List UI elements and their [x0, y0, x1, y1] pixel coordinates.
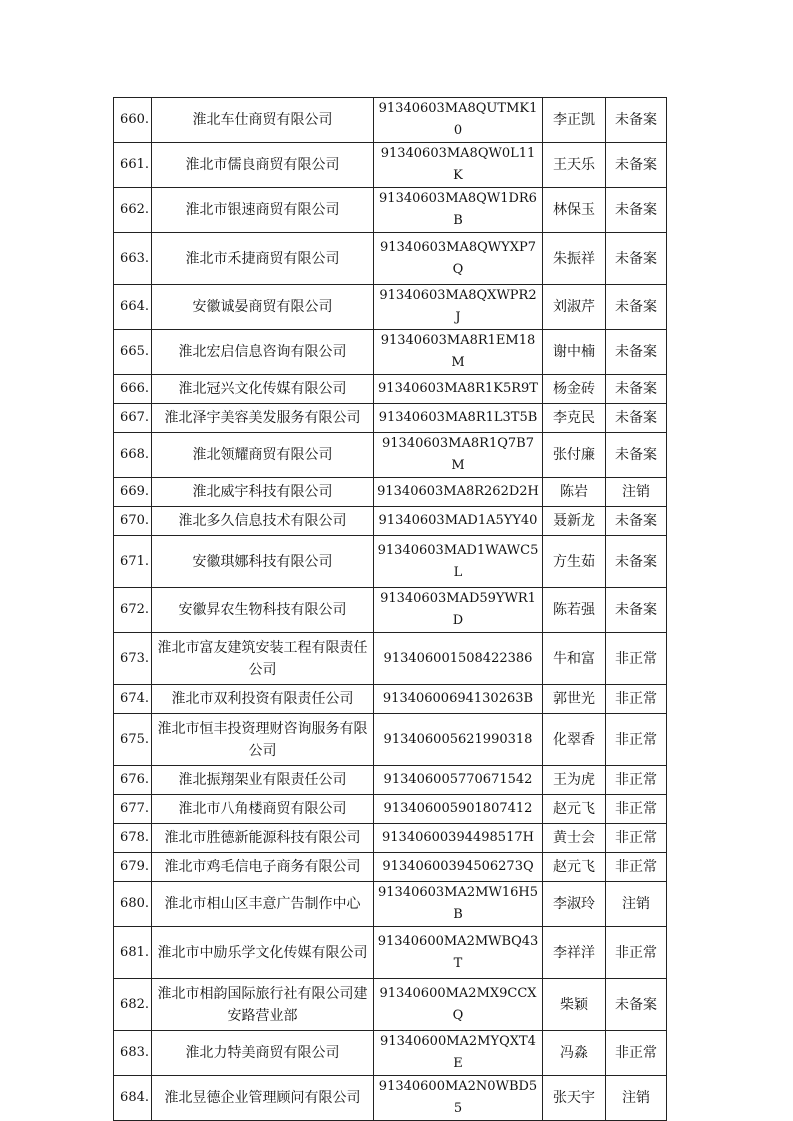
table-row	[114, 1031, 667, 1076]
table-row	[114, 979, 667, 1031]
status: 未备案	[606, 433, 667, 478]
credit-code: 91340603MA8R1K5R9T	[374, 375, 543, 404]
table-row	[114, 433, 667, 478]
credit-code: 91340600MA2MWBQ43T	[374, 927, 543, 979]
row-number: 681.	[114, 927, 152, 979]
table-row	[114, 536, 667, 588]
credit-code: 913406001508422386	[374, 633, 543, 685]
status: 非正常	[606, 766, 667, 795]
company-name: 淮北威宇科技有限公司	[152, 478, 374, 507]
credit-code: 91340603MA8R262D2H	[374, 478, 543, 507]
table-row	[114, 285, 667, 330]
credit-code: 91340603MA8QW1DR6B	[374, 188, 543, 233]
status: 非正常	[606, 853, 667, 882]
row-number: 676.	[114, 766, 152, 795]
legal-representative: 冯淼	[543, 1031, 606, 1076]
credit-code: 91340603MA2MW16H5B	[374, 882, 543, 927]
status: 未备案	[606, 404, 667, 433]
company-name: 淮北市胜德新能源科技有限公司	[152, 824, 374, 853]
row-number: 663.	[114, 233, 152, 285]
status: 未备案	[606, 375, 667, 404]
status: 非正常	[606, 795, 667, 824]
status: 未备案	[606, 507, 667, 536]
company-name: 淮北市双利投资有限责任公司	[152, 685, 374, 714]
table-row	[114, 766, 667, 795]
row-number: 683.	[114, 1031, 152, 1076]
status: 未备案	[606, 98, 667, 143]
company-name: 淮北市儒良商贸有限公司	[152, 143, 374, 188]
table-row	[114, 927, 667, 979]
credit-code: 913406005901807412	[374, 795, 543, 824]
company-name: 安徽诚晏商贸有限公司	[152, 285, 374, 330]
table-row	[114, 795, 667, 824]
status: 非正常	[606, 633, 667, 685]
table-row	[114, 233, 667, 285]
row-number: 679.	[114, 853, 152, 882]
company-name: 淮北市富友建筑安装工程有限责任公司	[152, 633, 374, 685]
company-name: 安徽昇农生物科技有限公司	[152, 588, 374, 633]
table-row	[114, 853, 667, 882]
legal-representative: 杨金砖	[543, 375, 606, 404]
row-number: 669.	[114, 478, 152, 507]
row-number: 667.	[114, 404, 152, 433]
status: 非正常	[606, 927, 667, 979]
row-number: 675.	[114, 714, 152, 766]
company-name: 淮北市八角楼商贸有限公司	[152, 795, 374, 824]
table-row	[114, 1076, 667, 1121]
table-row	[114, 507, 667, 536]
status: 未备案	[606, 330, 667, 375]
company-name: 淮北市中励乐学文化传媒有限公司	[152, 927, 374, 979]
table-row	[114, 188, 667, 233]
credit-code: 91340603MA8QUTMK10	[374, 98, 543, 143]
status: 注销	[606, 882, 667, 927]
legal-representative: 王天乐	[543, 143, 606, 188]
table-row	[114, 330, 667, 375]
row-number: 660.	[114, 98, 152, 143]
credit-code: 91340603MAD1WAWC5L	[374, 536, 543, 588]
row-number: 677.	[114, 795, 152, 824]
row-number: 678.	[114, 824, 152, 853]
credit-code: 91340600MA2MYQXT4E	[374, 1031, 543, 1076]
credit-code: 91340600MA2MX9CCXQ	[374, 979, 543, 1031]
legal-representative: 谢中楠	[543, 330, 606, 375]
status: 注销	[606, 478, 667, 507]
company-name: 淮北市相韵国际旅行社有限公司建安路营业部	[152, 979, 374, 1031]
status: 注销	[606, 1076, 667, 1121]
status: 非正常	[606, 714, 667, 766]
legal-representative: 刘淑芹	[543, 285, 606, 330]
row-number: 682.	[114, 979, 152, 1031]
legal-representative: 王为虎	[543, 766, 606, 795]
legal-representative: 张付廉	[543, 433, 606, 478]
legal-representative: 赵元飞	[543, 853, 606, 882]
credit-code: 91340600MA2N0WBD55	[374, 1076, 543, 1121]
credit-code: 91340600394506273Q	[374, 853, 543, 882]
legal-representative: 黄士会	[543, 824, 606, 853]
legal-representative: 陈若强	[543, 588, 606, 633]
credit-code: 91340603MAD1A5YY40	[374, 507, 543, 536]
company-name: 淮北泽宇美容美发服务有限公司	[152, 404, 374, 433]
table-row	[114, 375, 667, 404]
row-number: 668.	[114, 433, 152, 478]
status: 未备案	[606, 285, 667, 330]
legal-representative: 张天宇	[543, 1076, 606, 1121]
company-name: 淮北力特美商贸有限公司	[152, 1031, 374, 1076]
table-row	[114, 98, 667, 143]
credit-code: 913406005770671542	[374, 766, 543, 795]
table-row	[114, 882, 667, 927]
row-number: 671.	[114, 536, 152, 588]
company-name: 淮北市恒丰投资理财咨询服务有限公司	[152, 714, 374, 766]
credit-code: 91340603MA8R1EM18M	[374, 330, 543, 375]
company-name: 淮北市禾捷商贸有限公司	[152, 233, 374, 285]
company-name: 淮北宏启信息咨询有限公司	[152, 330, 374, 375]
legal-representative: 李正凯	[543, 98, 606, 143]
row-number: 666.	[114, 375, 152, 404]
status: 未备案	[606, 979, 667, 1031]
legal-representative: 陈岩	[543, 478, 606, 507]
credit-code: 91340603MA8R1L3T5B	[374, 404, 543, 433]
legal-representative: 方生茹	[543, 536, 606, 588]
legal-representative: 李克民	[543, 404, 606, 433]
registry-table	[113, 97, 667, 1121]
table-row	[114, 633, 667, 685]
table-row	[114, 824, 667, 853]
credit-code: 91340603MA8QWYXP7Q	[374, 233, 543, 285]
legal-representative: 李淑玲	[543, 882, 606, 927]
status: 未备案	[606, 233, 667, 285]
row-number: 665.	[114, 330, 152, 375]
status: 未备案	[606, 143, 667, 188]
status: 非正常	[606, 824, 667, 853]
legal-representative: 郭世光	[543, 685, 606, 714]
table-row	[114, 404, 667, 433]
row-number: 661.	[114, 143, 152, 188]
company-name: 淮北市相山区丰意广告制作中心	[152, 882, 374, 927]
company-name: 淮北领耀商贸有限公司	[152, 433, 374, 478]
row-number: 670.	[114, 507, 152, 536]
credit-code: 91340603MA8QXWPR2J	[374, 285, 543, 330]
legal-representative: 朱振祥	[543, 233, 606, 285]
row-number: 673.	[114, 633, 152, 685]
table-row	[114, 714, 667, 766]
status: 未备案	[606, 588, 667, 633]
credit-code: 913406005621990318	[374, 714, 543, 766]
company-name: 淮北车仕商贸有限公司	[152, 98, 374, 143]
registry-table-body	[114, 98, 667, 1121]
company-name: 淮北冠兴文化传媒有限公司	[152, 375, 374, 404]
row-number: 662.	[114, 188, 152, 233]
table-row	[114, 588, 667, 633]
row-number: 684.	[114, 1076, 152, 1121]
status: 非正常	[606, 685, 667, 714]
legal-representative: 柴颖	[543, 979, 606, 1031]
company-name: 安徽琪娜科技有限公司	[152, 536, 374, 588]
table-row	[114, 685, 667, 714]
table-row	[114, 478, 667, 507]
credit-code: 91340603MA8QW0L11K	[374, 143, 543, 188]
status: 未备案	[606, 188, 667, 233]
credit-code: 91340600694130263B	[374, 685, 543, 714]
legal-representative: 化翠香	[543, 714, 606, 766]
company-name: 淮北昱德企业管理顾问有限公司	[152, 1076, 374, 1121]
legal-representative: 聂新龙	[543, 507, 606, 536]
row-number: 674.	[114, 685, 152, 714]
credit-code: 91340603MAD59YWR1D	[374, 588, 543, 633]
company-name: 淮北市银速商贸有限公司	[152, 188, 374, 233]
row-number: 664.	[114, 285, 152, 330]
credit-code: 91340600394498517H	[374, 824, 543, 853]
legal-representative: 李祥洋	[543, 927, 606, 979]
status: 非正常	[606, 1031, 667, 1076]
legal-representative: 林保玉	[543, 188, 606, 233]
status: 未备案	[606, 536, 667, 588]
legal-representative: 牛和富	[543, 633, 606, 685]
company-name: 淮北市鸡毛信电子商务有限公司	[152, 853, 374, 882]
row-number: 680.	[114, 882, 152, 927]
legal-representative: 赵元飞	[543, 795, 606, 824]
table-row	[114, 143, 667, 188]
credit-code: 91340603MA8R1Q7B7M	[374, 433, 543, 478]
company-name: 淮北振翔架业有限责任公司	[152, 766, 374, 795]
row-number: 672.	[114, 588, 152, 633]
company-name: 淮北多久信息技术有限公司	[152, 507, 374, 536]
